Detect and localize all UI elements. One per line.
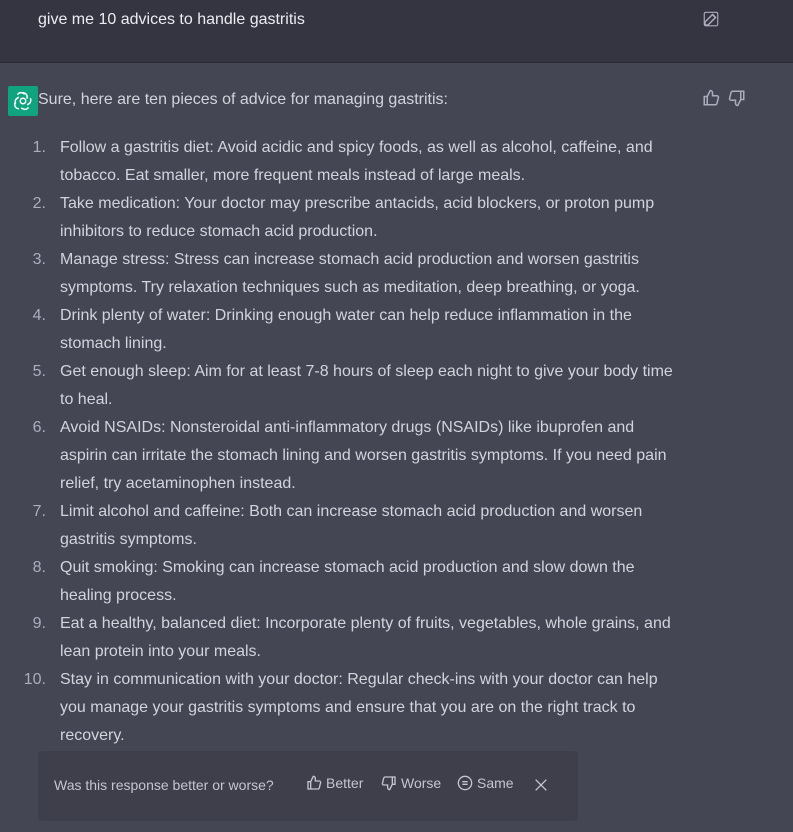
list-item	[0, 666, 700, 750]
better-label: Better	[326, 775, 364, 791]
item-line: Drink plenty of water: Drinking enough water can help reduce inflammation in the	[60, 307, 632, 324]
item-line: Stay in communication with your doctor: Regular check-ins with your doctor can help	[60, 671, 658, 688]
item-line: Get enough sleep: Aim for at least 7-8 hours of sleep each night to give your body time	[60, 363, 673, 380]
item-line: relief, try acetaminophen instead.	[60, 475, 296, 492]
item-number: 9.	[32, 615, 46, 632]
list-item	[0, 358, 700, 414]
item-line: gastritis symptoms.	[60, 531, 197, 548]
list-item	[0, 246, 700, 302]
thumbs-down-icon[interactable]	[728, 89, 746, 107]
item-line: stomach lining.	[60, 335, 167, 352]
item-number: 4.	[32, 307, 46, 324]
advice-list	[0, 134, 700, 750]
item-line: to heal.	[60, 391, 113, 408]
same-button[interactable]	[457, 775, 514, 791]
item-line: Follow a gastritis diet: Avoid acidic and spicy foods, as well as alcohol, caffeine, and	[60, 139, 653, 156]
item-number: 5.	[32, 363, 46, 380]
item-line: inhibitors to reduce stomach acid production.	[60, 223, 378, 240]
item-line: Quit smoking: Smoking can increase stomach acid production and slow down the	[60, 559, 635, 576]
thumbs-up-icon	[306, 775, 322, 791]
close-icon[interactable]	[533, 777, 549, 793]
thumbs-down-icon	[381, 775, 397, 791]
assistant-intro: Sure, here are ten pieces of advice for managing gastritis:	[38, 91, 448, 108]
item-line: Manage stress: Stress can increase stomach acid production and worsen gastritis	[60, 251, 639, 268]
item-number: 8.	[32, 559, 46, 576]
rating-buttons	[702, 89, 746, 107]
item-line: symptoms. Try relaxation techniques such as meditation, deep breathing, or yoga.	[60, 279, 640, 296]
item-number: 10.	[23, 671, 46, 688]
user-message-row	[0, 0, 793, 63]
item-number: 1.	[32, 139, 46, 156]
item-line: aspirin can irritate the stomach lining and worsen gastritis symptoms. If you need pain	[60, 447, 667, 464]
item-number: 3.	[32, 251, 46, 268]
feedback-panel	[38, 751, 578, 821]
item-line: Limit alcohol and caffeine: Both can increase stomach acid production and worsen	[60, 503, 643, 520]
worse-label: Worse	[401, 775, 442, 791]
list-item	[0, 302, 700, 358]
item-number: 6.	[32, 419, 46, 436]
list-item	[0, 554, 700, 610]
item-line: lean protein into your meals.	[60, 643, 261, 660]
list-item	[0, 134, 700, 190]
list-item	[0, 414, 700, 498]
same-label: Same	[477, 775, 514, 791]
openai-logo-icon	[12, 90, 34, 112]
item-line: Avoid NSAIDs: Nonsteroidal anti-inflammatory drugs (NSAIDs) like ibuprofen and	[60, 419, 635, 436]
edit-icon[interactable]	[702, 10, 720, 28]
item-line: Eat a healthy, balanced diet: Incorporate plenty of fruits, vegetables, whole grains, and	[60, 615, 671, 632]
item-line: Take medication: Your doctor may prescribe antacids, acid blockers, or proton pump	[60, 195, 655, 212]
item-line: tobacco. Eat smaller, more frequent meals instead of large meals.	[60, 167, 526, 184]
list-item	[0, 610, 700, 666]
item-number: 2.	[32, 195, 46, 212]
equal-circle-icon	[457, 775, 473, 791]
assistant-avatar	[8, 86, 38, 116]
item-number: 7.	[32, 503, 46, 520]
worse-button[interactable]	[381, 775, 441, 791]
item-line: recovery.	[60, 727, 125, 744]
list-item	[0, 190, 700, 246]
better-button[interactable]	[306, 775, 363, 791]
list-item	[0, 498, 700, 554]
feedback-question: Was this response better or worse?	[54, 777, 274, 793]
user-message: give me 10 advices to handle gastritis	[38, 11, 305, 28]
item-line: you manage your gastritis symptoms and ensure that you are on the right track to	[60, 699, 636, 716]
thumbs-up-icon[interactable]	[702, 89, 720, 107]
item-line: healing process.	[60, 587, 177, 604]
